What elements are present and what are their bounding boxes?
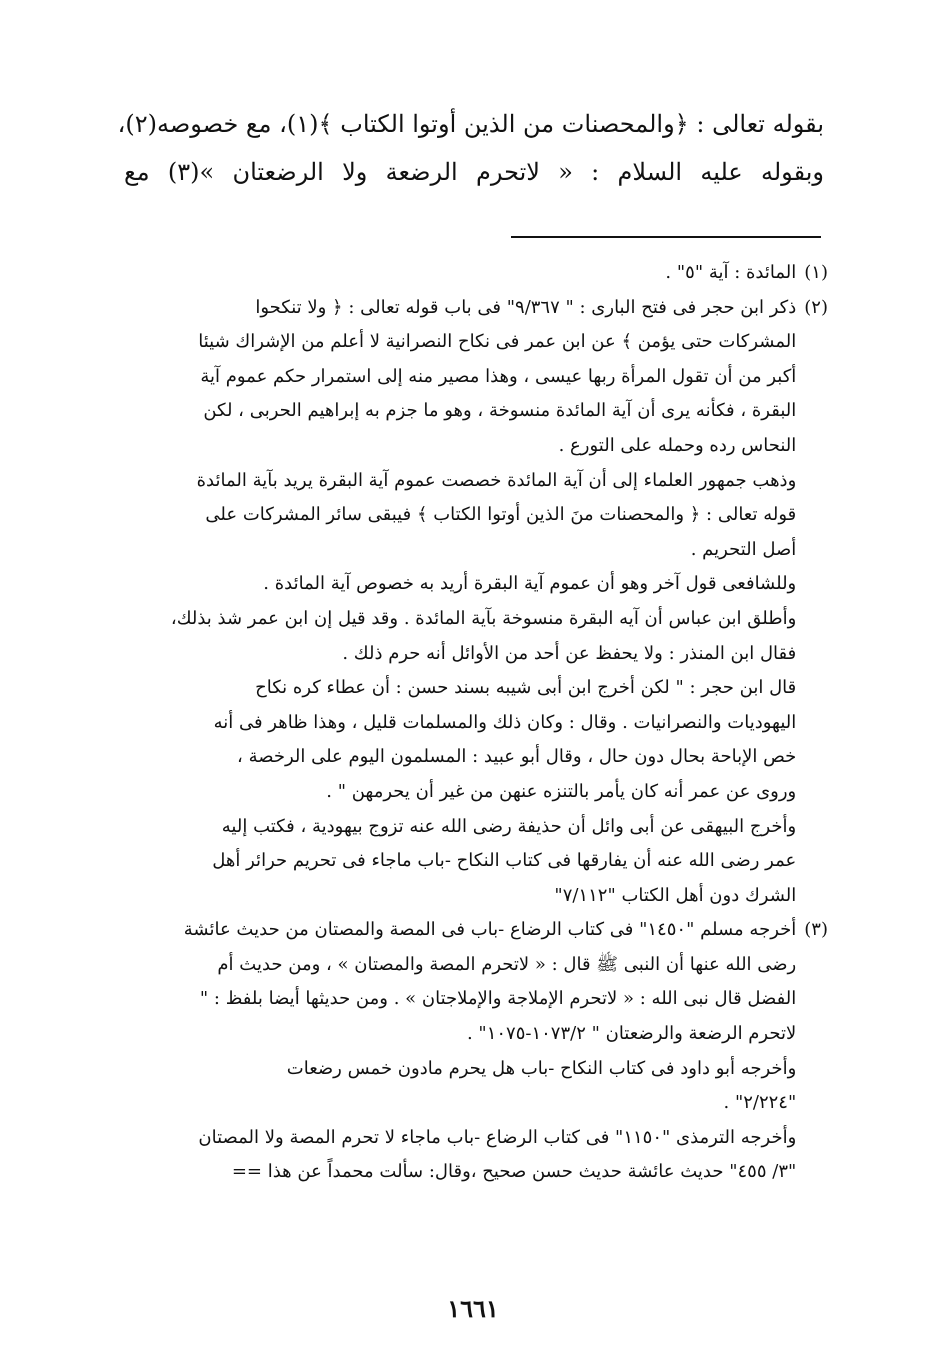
footnote-line: وذهب جمهور العلماء إلى أن آية المائدة خصصت عموم آية البقرة يريد بآية المائدة (196, 469, 797, 491)
footnote-separator (511, 236, 821, 238)
footnote-line: الفضل قال نبى الله : « لاتحرم الإملاجة والإملاجتان » . ومن حديثها أيضا بلفظ : " (199, 988, 797, 1010)
footnote-line: أخرجه مسلم "١٤٥٠" فى كتاب الرضاع -باب فى المصة والمصتان من حديث عائشة (183, 919, 797, 941)
footnote-body (116, 291, 796, 914)
footnote-line: فقال ابن المنذر : ولا يحفظ عن أحد من الأوائل أنه حرم ذلك . (342, 642, 797, 664)
footnote-line: أصل التحريم . (690, 538, 797, 560)
footnote-line: المائدة : آية "٥" . (665, 262, 797, 283)
footnote-number: (١) (804, 262, 828, 283)
footnote-line: وأخرج البيهقى عن أبى وائل أن حذيفة رضى الله عنه تزوج بيهودية ، فكتب إليه (221, 815, 797, 837)
footnote-line: الشرك دون أهل الكتاب "٧/١١٢" (554, 884, 797, 906)
footnote-line: خص الإباحة بحال دون حال ، وقال أبو عبيد : المسلمون اليوم على الرخصة ، (237, 746, 797, 768)
footnote-line: اليهوديات والنصرانيات . وقال : وكان ذلك والمسلمات قليل ، وهذا ظاهر فى أنه (213, 711, 797, 733)
footnote-line: وأخرجه الترمذى "١١٥٠" فى كتاب الرضاع -باب ماجاء لا تحرم المصة ولا المصتان (198, 1126, 797, 1148)
footnote-line: وروى عن عمر أنه كان يأمر بالتنزه عنهن من غير أن يحرمهن " . (326, 780, 797, 802)
footnote-line: وأطلق ابن عباس أن آيه البقرة منسوخة بآية المائدة . وقد قيل إن ابن عمر شذ بذلك، (170, 607, 797, 629)
footnote-line: ذكر ابن حجر فى فتح البارى : " ٩/٣٦٧" فى باب قوله تعالى : ﴿ ولا تنكحوا (255, 296, 797, 318)
footnote-line: قوله تعالى : ﴿ والمحصنات منَ الذين أوتوا الكتاب ﴾ فيبقى سائر المشركات على (205, 504, 797, 526)
footnote-line: رضى الله عنها أن النبى ﷺ قال : « لاتحرم المصة والمصتان » ، ومن حديث أم (217, 953, 797, 975)
footnote-1 (116, 256, 828, 291)
footnote-3 (116, 913, 828, 1190)
footnote-line: عمر رضى الله عنه أن يفارقها فى كتاب النكاح -باب ماجاء فى تحريم حرائر أهل (212, 850, 797, 872)
footnote-line: "٣/ ٤٥٥" حديث عائشة حديث حسن صحيح ،وقال: سألت محمداً عن هذا == (231, 1161, 797, 1183)
footnote-2 (116, 291, 828, 914)
main-text (117, 100, 824, 196)
footnote-line: لاتحرم الرضعة والرضعتان " ١٠٧٣/٢-١٠٧٥" . (466, 1023, 797, 1045)
footnote-line: أكبر من أن تقول المرأة ربها عيسى ، وهذا مصير منه إلى استمرار حكم عموم آية (200, 365, 797, 387)
footnote-line: المشركات حتى يؤمن ﴾ عن ابن عمر فى نكاح النصرانية لا أعلم من الإشراك شيئا (198, 331, 797, 353)
footnote-line: وأخرجه أبو داود فى كتاب النكاح -باب هل يحرم مادون خمس رضعات (286, 1057, 797, 1079)
page-number: ١٦٦١ (447, 1294, 499, 1323)
footnote-body (116, 913, 796, 1190)
main-text-line: بقوله تعالى : ﴿والمحصنات من الذين أوتوا الكتاب ﴾(١)، مع خصوصه(٢)، (117, 110, 824, 138)
footnote-body (116, 256, 796, 291)
main-text-line: وبقوله عليه السلام : « لاتحرم الرضعة ولا الرضعتان »(٣) مع (124, 158, 824, 186)
footnotes (116, 256, 828, 1190)
footnote-line: النحاس رده وحمله على التورع . (558, 434, 797, 456)
footnote-line: وللشافعى قول آخر وهو أن عموم آية البقرة أريد به خصوص آية المائدة . (263, 573, 797, 595)
footnote-number: (٣) (804, 919, 828, 941)
footnote-line: "٢/٢٢٤" . (723, 1092, 797, 1114)
footnote-line: قال ابن حجر : " لكن أخرج ابن أبى شيبه بسند حسن : أن عطاء كره نكاح (255, 677, 797, 699)
footnote-number: (٢) (804, 296, 828, 318)
footnote-line: البقرة ، فكأنه يرى أن آية المائدة منسوخة ، وهو ما جزم به إبراهيم الحربى ، لكن (203, 400, 797, 422)
